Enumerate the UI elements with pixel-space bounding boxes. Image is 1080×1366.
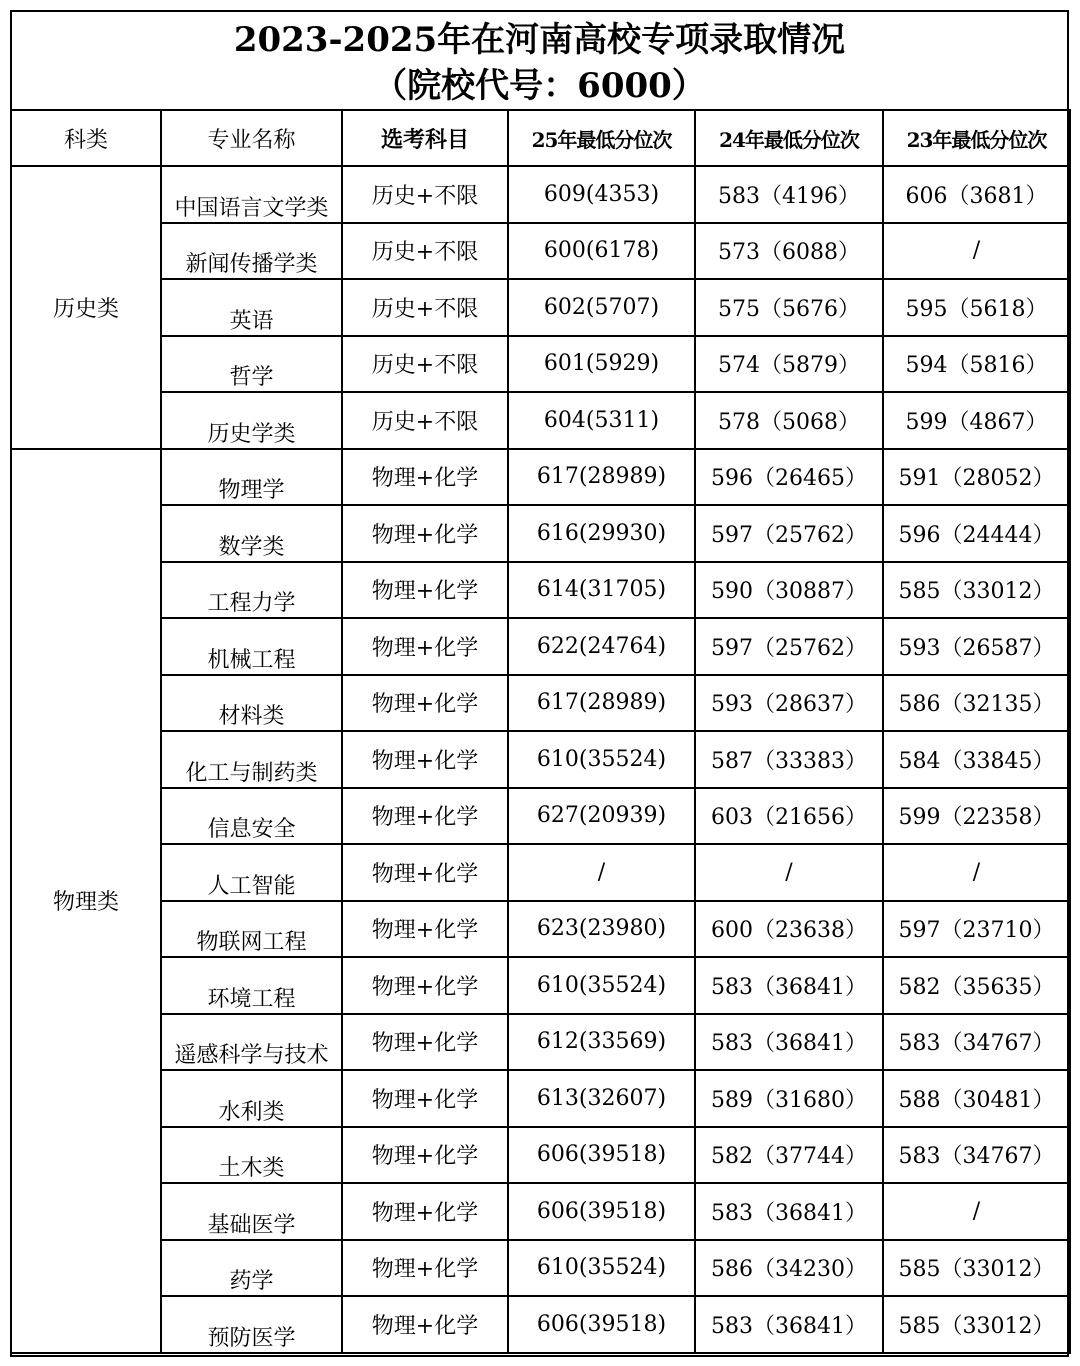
score-2023-cell: 584（33845） bbox=[883, 731, 1070, 788]
subjects-cell: 物理+化学 bbox=[342, 562, 508, 619]
score-2023-cell: / bbox=[883, 844, 1070, 901]
score-2024-cell: 586（34230） bbox=[695, 1240, 883, 1297]
header-category: 科类 bbox=[11, 110, 161, 166]
score-2023-cell: 606（3681） bbox=[883, 166, 1070, 223]
subjects-cell: 历史+不限 bbox=[342, 279, 508, 336]
subjects-cell: 物理+化学 bbox=[342, 505, 508, 562]
score-2025-cell: / bbox=[508, 844, 695, 901]
score-2023-cell: 593（26587） bbox=[883, 618, 1070, 675]
major-cell: 哲学 bbox=[161, 336, 342, 393]
score-2023-cell: / bbox=[883, 223, 1070, 280]
score-2024-cell: / bbox=[695, 844, 883, 901]
score-2025-cell: 617(28989) bbox=[508, 449, 695, 506]
score-2025-cell: 606(39518) bbox=[508, 1296, 695, 1353]
title-block bbox=[12, 12, 1067, 110]
score-2023-cell: 591（28052） bbox=[883, 449, 1070, 506]
score-2025-cell: 602(5707) bbox=[508, 279, 695, 336]
score-2023-cell: 599（4867） bbox=[883, 392, 1070, 449]
subjects-cell: 物理+化学 bbox=[342, 618, 508, 675]
score-2023-cell: 595（5618） bbox=[883, 279, 1070, 336]
subjects-cell: 物理+化学 bbox=[342, 901, 508, 958]
major-cell: 化工与制药类 bbox=[161, 731, 342, 788]
subjects-cell: 物理+化学 bbox=[342, 844, 508, 901]
table-row bbox=[11, 562, 1070, 619]
table-row bbox=[11, 336, 1070, 393]
page-title: 2023-2025年在河南高校专项录取情况 bbox=[233, 20, 846, 60]
subjects-cell: 历史+不限 bbox=[342, 166, 508, 223]
subjects-cell: 物理+化学 bbox=[342, 675, 508, 732]
major-cell: 遥感科学与技术 bbox=[161, 1014, 342, 1071]
table-row bbox=[11, 901, 1070, 958]
subjects-cell: 物理+化学 bbox=[342, 1183, 508, 1240]
table-row bbox=[11, 788, 1070, 845]
score-2024-cell: 583（4196） bbox=[695, 166, 883, 223]
category-cell: 物理类 bbox=[11, 449, 161, 1353]
score-2025-cell: 609(4353) bbox=[508, 166, 695, 223]
subjects-cell: 物理+化学 bbox=[342, 788, 508, 845]
score-2024-cell: 597（25762） bbox=[695, 618, 883, 675]
subjects-cell: 物理+化学 bbox=[342, 1296, 508, 1353]
table-body bbox=[11, 166, 1070, 1353]
admission-sheet bbox=[10, 10, 1069, 1357]
major-cell: 环境工程 bbox=[161, 957, 342, 1014]
major-cell: 新闻传播学类 bbox=[161, 223, 342, 280]
major-cell: 英语 bbox=[161, 279, 342, 336]
score-2024-cell: 575（5676） bbox=[695, 279, 883, 336]
major-cell: 预防医学 bbox=[161, 1296, 342, 1353]
major-cell: 机械工程 bbox=[161, 618, 342, 675]
header-row bbox=[11, 110, 1070, 166]
score-2023-cell: / bbox=[883, 1183, 1070, 1240]
score-2025-cell: 627(20939) bbox=[508, 788, 695, 845]
table-row bbox=[11, 166, 1070, 223]
score-2025-cell: 610(35524) bbox=[508, 957, 695, 1014]
major-cell: 材料类 bbox=[161, 675, 342, 732]
score-2024-cell: 589（31680） bbox=[695, 1070, 883, 1127]
score-2025-cell: 606(39518) bbox=[508, 1127, 695, 1184]
score-2024-cell: 583（36841） bbox=[695, 1296, 883, 1353]
score-2023-cell: 597（23710） bbox=[883, 901, 1070, 958]
score-2024-cell: 587（33383） bbox=[695, 731, 883, 788]
category-cell: 历史类 bbox=[11, 166, 161, 449]
major-cell: 人工智能 bbox=[161, 844, 342, 901]
score-2025-cell: 617(28989) bbox=[508, 675, 695, 732]
major-cell: 基础医学 bbox=[161, 1183, 342, 1240]
score-2023-cell: 583（34767） bbox=[883, 1127, 1070, 1184]
table-row bbox=[11, 223, 1070, 280]
header-2024: 24年最低分位次 bbox=[695, 110, 883, 166]
score-2024-cell: 582（37744） bbox=[695, 1127, 883, 1184]
score-2025-cell: 601(5929) bbox=[508, 336, 695, 393]
table-row bbox=[11, 731, 1070, 788]
table-row bbox=[11, 1127, 1070, 1184]
score-2025-cell: 610(35524) bbox=[508, 1240, 695, 1297]
table-row bbox=[11, 618, 1070, 675]
score-2025-cell: 622(24764) bbox=[508, 618, 695, 675]
score-2025-cell: 614(31705) bbox=[508, 562, 695, 619]
table-row bbox=[11, 1240, 1070, 1297]
header-2023: 23年最低分位次 bbox=[883, 110, 1070, 166]
table-row bbox=[11, 505, 1070, 562]
score-2024-cell: 583（36841） bbox=[695, 957, 883, 1014]
table-row bbox=[11, 1296, 1070, 1353]
table-row bbox=[11, 449, 1070, 506]
score-2025-cell: 616(29930) bbox=[508, 505, 695, 562]
major-cell: 中国语言文学类 bbox=[161, 166, 342, 223]
score-2023-cell: 583（34767） bbox=[883, 1014, 1070, 1071]
subjects-cell: 物理+化学 bbox=[342, 957, 508, 1014]
subjects-cell: 物理+化学 bbox=[342, 1070, 508, 1127]
score-2024-cell: 596（26465） bbox=[695, 449, 883, 506]
subjects-cell: 历史+不限 bbox=[342, 223, 508, 280]
score-2024-cell: 590（30887） bbox=[695, 562, 883, 619]
score-2024-cell: 603（21656） bbox=[695, 788, 883, 845]
table-row bbox=[11, 1014, 1070, 1071]
score-2024-cell: 593（28637） bbox=[695, 675, 883, 732]
page-subtitle: （院校代号：6000） bbox=[373, 66, 706, 106]
major-cell: 物联网工程 bbox=[161, 901, 342, 958]
score-2024-cell: 573（6088） bbox=[695, 223, 883, 280]
score-2025-cell: 606(39518) bbox=[508, 1183, 695, 1240]
score-2024-cell: 597（25762） bbox=[695, 505, 883, 562]
subjects-cell: 物理+化学 bbox=[342, 1240, 508, 1297]
score-2025-cell: 613(32607) bbox=[508, 1070, 695, 1127]
header-major: 专业名称 bbox=[161, 110, 342, 166]
subjects-cell: 物理+化学 bbox=[342, 731, 508, 788]
major-cell: 物理学 bbox=[161, 449, 342, 506]
score-2025-cell: 612(33569) bbox=[508, 1014, 695, 1071]
score-2023-cell: 582（35635） bbox=[883, 957, 1070, 1014]
table-row bbox=[11, 1183, 1070, 1240]
score-2023-cell: 585（33012） bbox=[883, 1240, 1070, 1297]
subjects-cell: 历史+不限 bbox=[342, 336, 508, 393]
subjects-cell: 物理+化学 bbox=[342, 1014, 508, 1071]
subjects-cell: 物理+化学 bbox=[342, 449, 508, 506]
header-2025: 25年最低分位次 bbox=[508, 110, 695, 166]
score-2023-cell: 588（30481） bbox=[883, 1070, 1070, 1127]
score-2023-cell: 585（33012） bbox=[883, 1296, 1070, 1353]
table-row bbox=[11, 675, 1070, 732]
major-cell: 水利类 bbox=[161, 1070, 342, 1127]
score-2023-cell: 585（33012） bbox=[883, 562, 1070, 619]
major-cell: 信息安全 bbox=[161, 788, 342, 845]
subjects-cell: 历史+不限 bbox=[342, 392, 508, 449]
admission-table bbox=[10, 109, 1071, 1354]
score-2023-cell: 599（22358） bbox=[883, 788, 1070, 845]
score-2024-cell: 583（36841） bbox=[695, 1183, 883, 1240]
score-2023-cell: 594（5816） bbox=[883, 336, 1070, 393]
score-2025-cell: 600(6178) bbox=[508, 223, 695, 280]
major-cell: 土木类 bbox=[161, 1127, 342, 1184]
score-2025-cell: 623(23980) bbox=[508, 901, 695, 958]
score-2024-cell: 600（23638） bbox=[695, 901, 883, 958]
major-cell: 工程力学 bbox=[161, 562, 342, 619]
major-cell: 历史学类 bbox=[161, 392, 342, 449]
score-2024-cell: 583（36841） bbox=[695, 1014, 883, 1071]
table-row bbox=[11, 957, 1070, 1014]
score-2025-cell: 610(35524) bbox=[508, 731, 695, 788]
major-cell: 数学类 bbox=[161, 505, 342, 562]
major-cell: 药学 bbox=[161, 1240, 342, 1297]
score-2025-cell: 604(5311) bbox=[508, 392, 695, 449]
score-2023-cell: 586（32135） bbox=[883, 675, 1070, 732]
score-2024-cell: 574（5879） bbox=[695, 336, 883, 393]
table-row bbox=[11, 279, 1070, 336]
score-2023-cell: 596（24444） bbox=[883, 505, 1070, 562]
header-subjects: 选考科目 bbox=[342, 110, 508, 166]
table-row bbox=[11, 392, 1070, 449]
score-2024-cell: 578（5068） bbox=[695, 392, 883, 449]
table-row bbox=[11, 844, 1070, 901]
table-row bbox=[11, 1070, 1070, 1127]
subjects-cell: 物理+化学 bbox=[342, 1127, 508, 1184]
